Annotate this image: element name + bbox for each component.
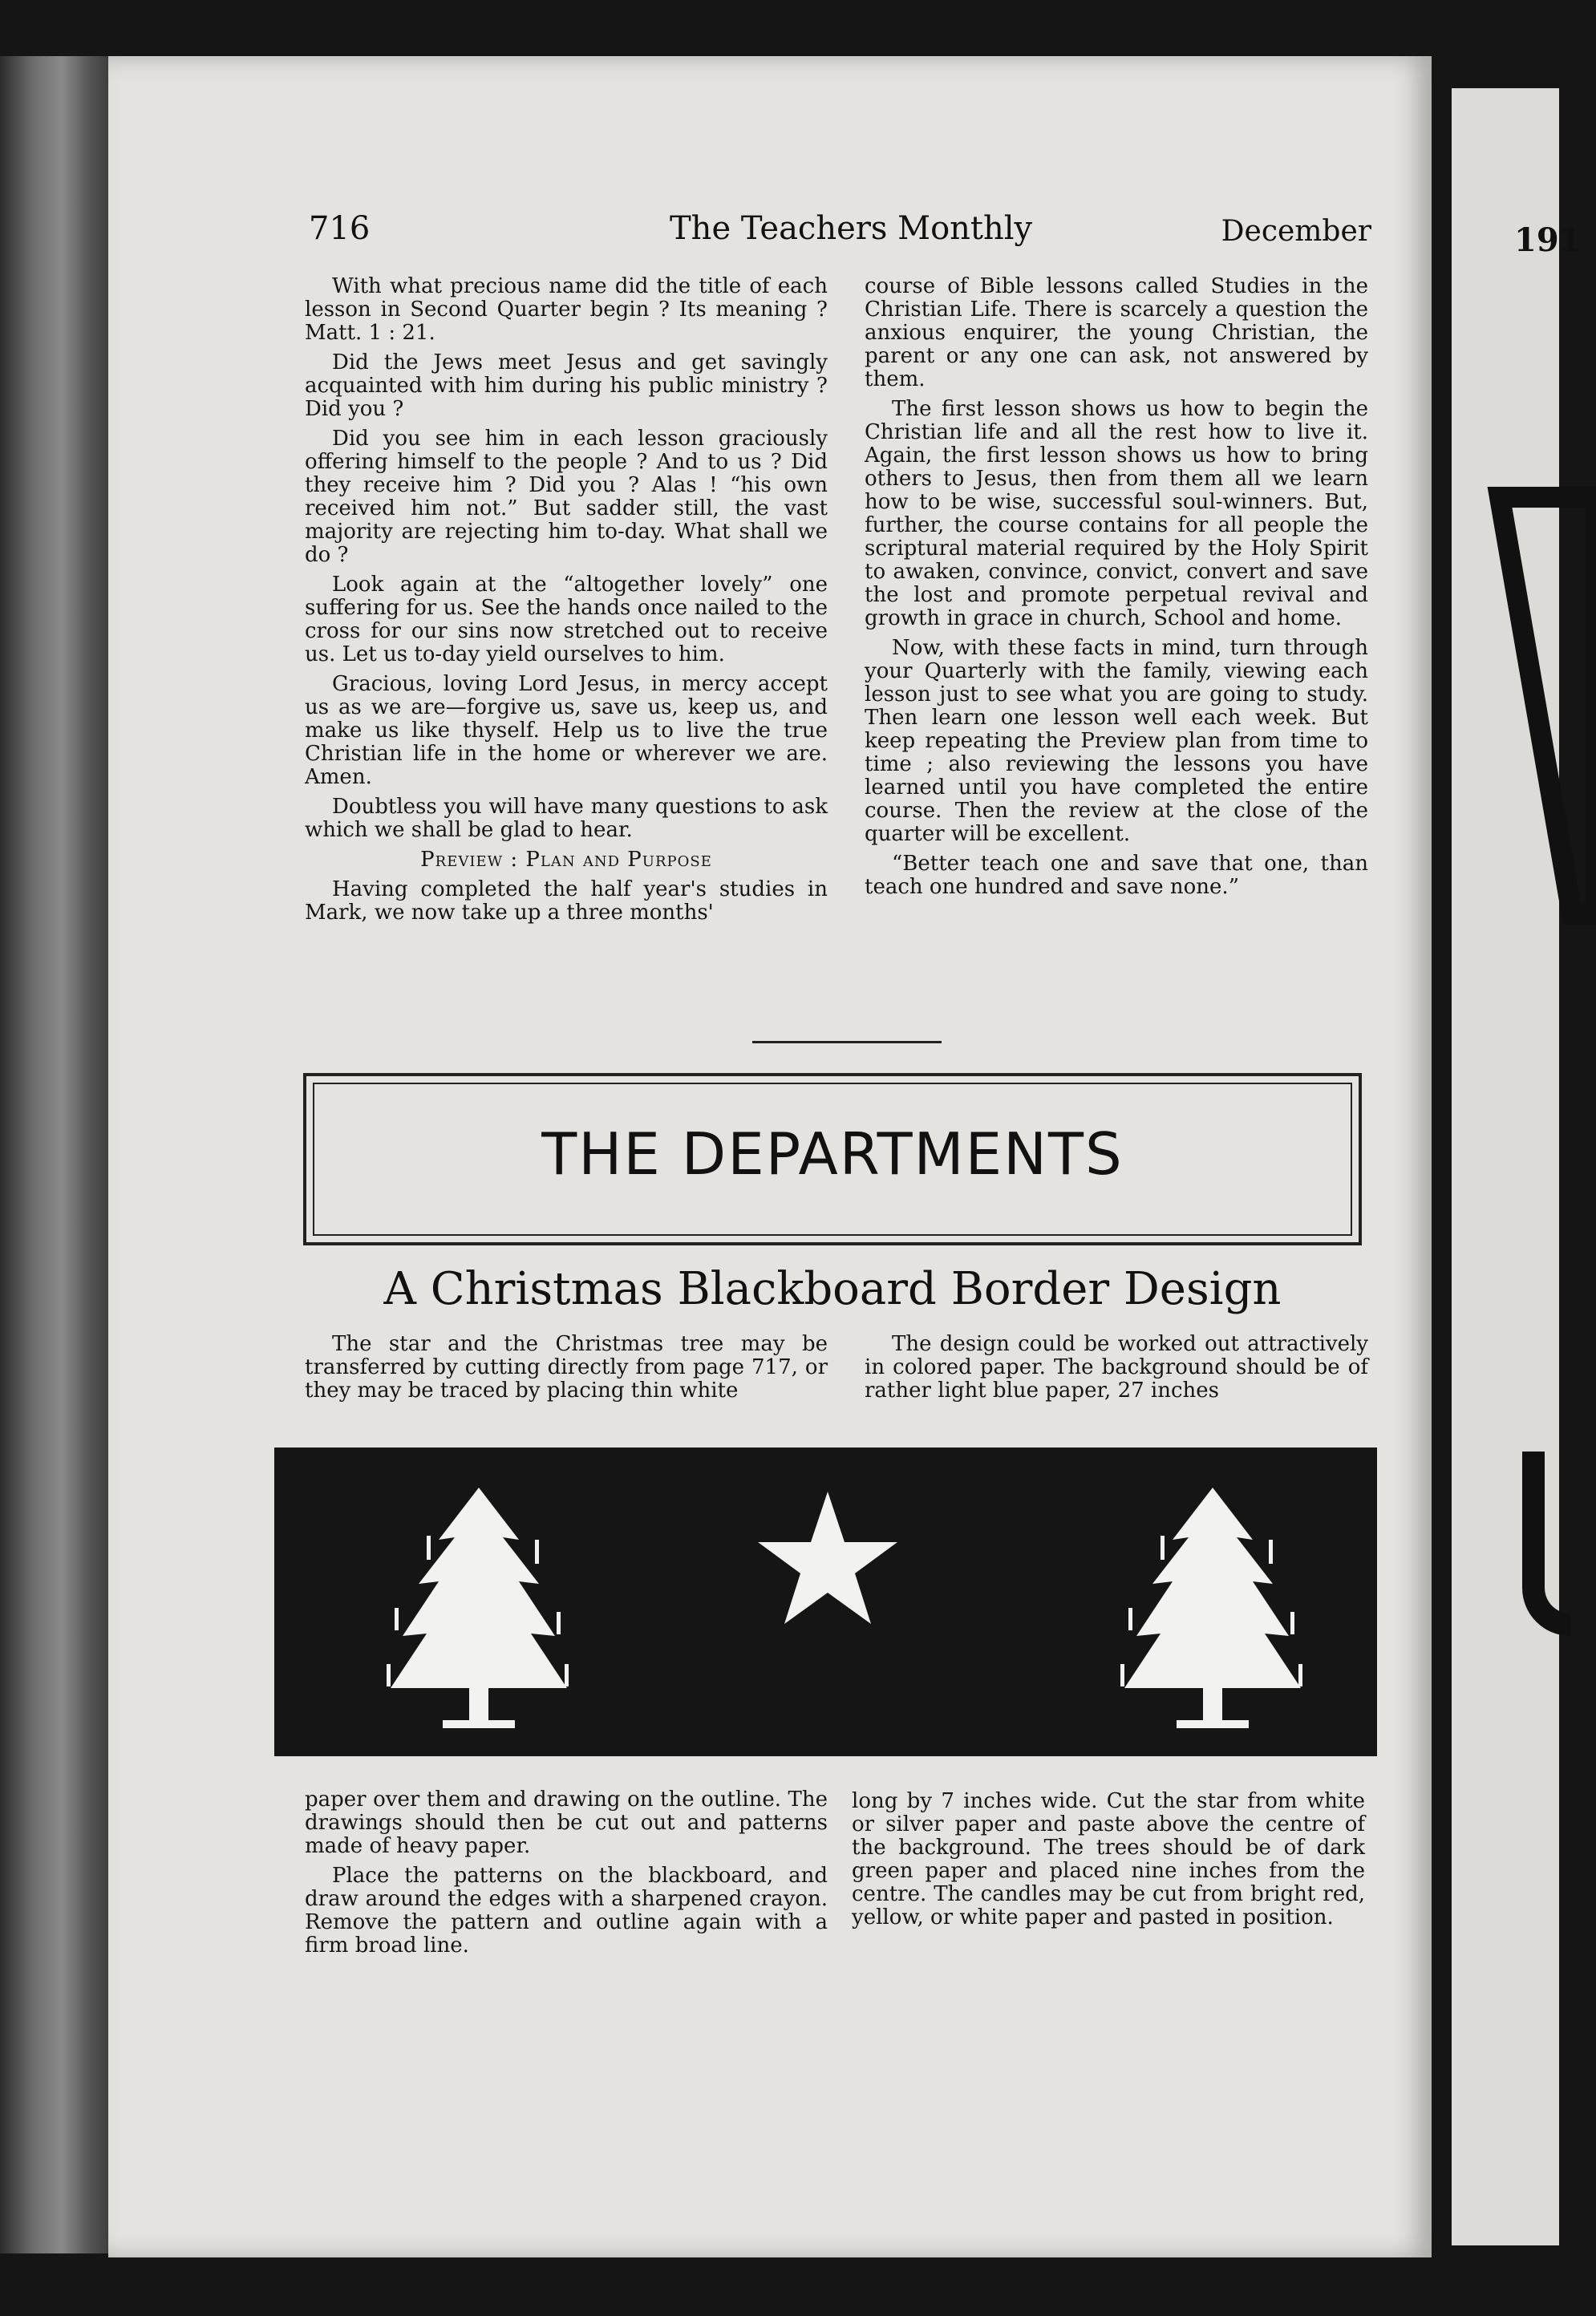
article-title: A Christmas Blackboard Border Design	[383, 1263, 1282, 1315]
paragraph: Now, with these facts in mind, turn through your Quarterly with the family, viewing each lesson just to see what you are going to study. Then learn one lesson well each week. But keep repeating the Preview plan from time to time ; also reviewing the lessons you have learned until you have completed the entire course. Then the review at the close of the quarter will be excellent.	[865, 636, 1368, 846]
adjacent-letter-fragment	[1522, 1452, 1570, 1636]
paragraph: Did you see him in each lesson graciously offering himself to the people ? And to us ? Did they receive him ? Did you ? Alas ! “his own received him not.” But sadder still, the vast majority are rejecting him to-day. What shall we do ?	[305, 427, 828, 567]
article-body-right	[852, 1790, 1365, 1936]
journal-title: The Teachers Monthly	[670, 210, 1033, 247]
center-star	[758, 1492, 897, 1624]
adjacent-page	[1452, 88, 1582, 2245]
christmas-tree-right	[1120, 1488, 1302, 1728]
top-left-column	[305, 275, 828, 931]
paragraph: With what precious name did the title of each lesson in Second Quarter begin ? Its meaning ? Matt. 1 : 21.	[305, 274, 828, 345]
paragraph: Place the patterns on the blackboard, and draw around the edges with a sharpened crayon. Remove the pattern and outline again with a firm broad line.	[305, 1864, 828, 1958]
departments-banner	[303, 1073, 1362, 1245]
paragraph: paper over them and drawing on the outline. The drawings should then be cut out and patterns made of heavy paper.	[305, 1788, 828, 1858]
paragraph: The star and the Christmas tree may be transferred by cutting directly from page 717, or they may be traced by placing thin white	[305, 1332, 828, 1403]
christmas-tree-left	[387, 1488, 569, 1728]
top-right-column	[865, 275, 1368, 905]
quote: “Better teach one and save that one, than teach one hundred and save none.”	[865, 852, 1368, 899]
adjacent-page-number: 191	[1514, 221, 1582, 259]
paragraph: long by 7 inches wide. Cut the star from white or silver paper and paste above the centre of the background. The trees should be of dark green paper and placed nine inches from the centre. The candles may be cut from bright red, yellow, or white paper and pasted in position.	[852, 1789, 1365, 1929]
page-header	[309, 210, 1371, 258]
paragraph: course of Bible lessons called Studies in the Christian Life. There is scarcely a question the anxious enquirer, the young Christian, the parent or any one can ask, not answered by them.	[865, 274, 1368, 391]
paragraph: Doubtless you will have many questions to ask which we shall be glad to hear.	[305, 795, 828, 842]
article-intro-right	[865, 1333, 1368, 1409]
paragraph: Look again at the “altogether lovely” one suffering for us. See the hands once nailed to the cross for our sins now stretched out to receive us. Let us to-day yield ourselves to him.	[305, 573, 828, 666]
page-number: 716	[309, 210, 371, 247]
paragraph: Did the Jews meet Jesus and get savingly acquainted with him during his public ministry ? Did you ?	[305, 350, 828, 421]
issue-month: December	[1221, 215, 1371, 248]
preview-heading: Preview : Plan and Purpose	[420, 848, 712, 872]
article-body-left	[305, 1788, 828, 1964]
paragraph: Gracious, loving Lord Jesus, in mercy accept us as we are—forgive us, save us, keep us, and make us like thyself. Help us to live the true Christian life in the home or wherever we are. Amen.	[305, 672, 828, 789]
paragraph: The design could be worked out attractively in colored paper. The background should be of rather light blue paper, 27 inches	[865, 1332, 1368, 1403]
departments-title: THE DEPARTMENTS	[541, 1120, 1124, 1188]
design-illustration	[274, 1448, 1377, 1756]
adjacent-star-fragment	[1500, 465, 1596, 962]
book-spine-edge	[0, 56, 112, 2253]
paragraph: The first lesson shows us how to begin the Christian life and all the rest how to live it. Again, the first lesson shows us how to bring others to Jesus, then from them all we learn how to be wise, successful soul-winners. But, further, the course contains for all people the scriptural material required by the Holy Spirit to awaken, convince, convict, convert and save the lost and promote perpetual revival and growth in grace in church, School and home.	[865, 397, 1368, 630]
article-intro-left	[305, 1333, 828, 1409]
blackboard-border-design	[274, 1448, 1377, 1756]
section-divider	[752, 1041, 942, 1043]
paragraph: Having completed the half year's studies in Mark, we now take up a three months'	[305, 877, 828, 925]
